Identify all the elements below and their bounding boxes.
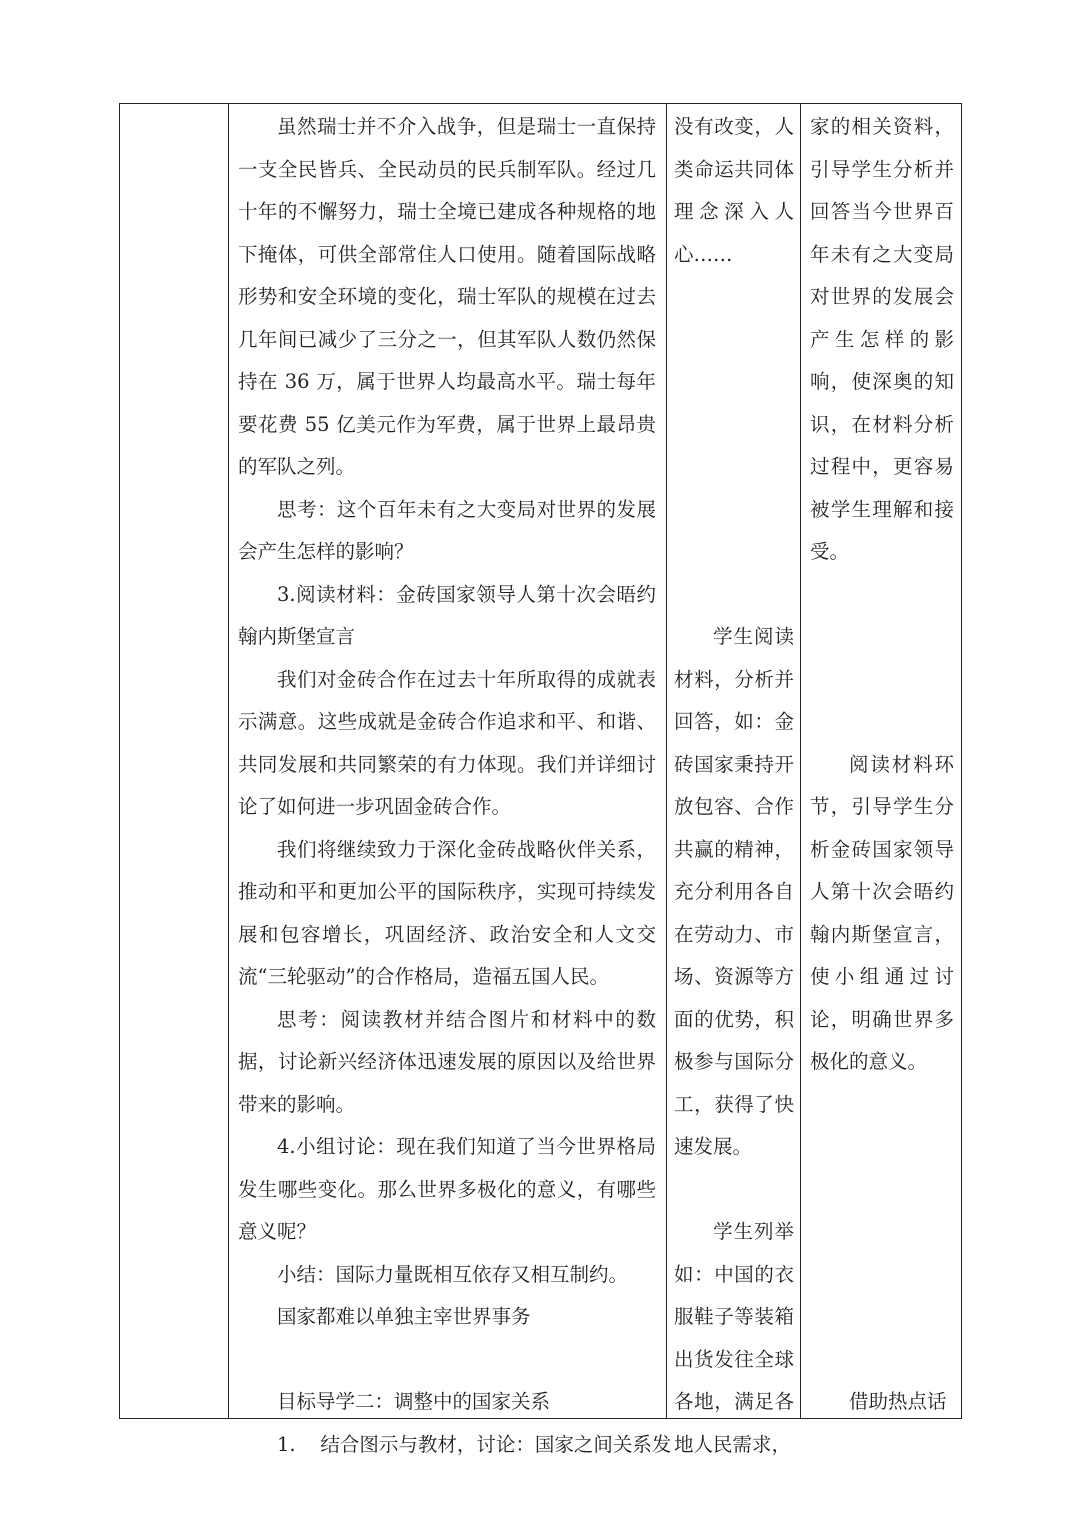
student-text-3: 学生列举如：中国的衣服鞋子等装箱出货发往全球各地，满足各地人民需求，: [674, 1220, 794, 1456]
brics-paragraph-2: 我们将继续致力于深化金砖战略伙伴关系，推动和平和更加公平的国际秩序，实现可持续发展和包容增长，巩固经济、政治安全和人文交流“三轮驱动”的合作格局，造福五国人民。: [238, 837, 656, 988]
student-text-2: 学生阅读材料，分析并回答，如：金砖国家秉持开放包容、合作共赢的精神，充分利用各自在劳动力、市场、资源等方面的优势，积极参与国际分工，获得了快速发展。: [674, 625, 794, 1158]
student-activity-column: [666, 104, 800, 1456]
question-impact: 思考：这个百年未有之大变局对世界的发展会产生怎样的影响？: [238, 497, 656, 563]
intent-text-2: 阅读材料环节，引导学生分析金砖国家领导人第十次会晤约翰内斯堡宣言，使小组通过讨论，明确世界多极化的意义。: [810, 752, 954, 1073]
student-text-1: 没有改变，人类命运共同体理念深入人心……: [674, 115, 794, 266]
stage-column: [120, 104, 228, 1418]
lesson-plan-table: [119, 103, 962, 1456]
summary-continued: 国家都难以单独主宰世界事务: [277, 1305, 531, 1328]
design-intent-column: [800, 104, 962, 1418]
intent-text-1: 家的相关资料，引导学生分析并回答当今世界百年未有之大变局对世界的发展会产生怎样的影响，使深奥的知识，在材料分析过程中，更容易被学生理解和接受。: [810, 115, 954, 563]
intent-text-3: 借助热点话: [849, 1390, 947, 1413]
reading-material-title: 3.阅读材料：金砖国家领导人第十次会晤约翰内斯堡宣言: [238, 582, 656, 648]
group-discussion: 4.小组讨论：现在我们知道了当今世界格局发生哪些变化。那么世界多极化的意义，有哪些意义呢？: [238, 1135, 656, 1243]
brics-paragraph-1: 我们对金砖合作在过去十年所取得的成就表示满意。这些成就是金砖合作追求和平、和谐、共同发展和共同繁荣的有力体现。我们并详细讨论了如何进一步巩固金砖合作。: [238, 667, 656, 818]
question-emerging-economies: 思考：阅读教材并结合图片和材料中的数据，讨论新兴经济体迅速发展的原因以及给世界带来的影响。: [238, 1007, 656, 1116]
goal-two-heading: 目标导学二：调整中的国家关系: [277, 1390, 551, 1413]
swiss-paragraph: 虽然瑞士并不介入战争，但是瑞士一直保持一支全民皆兵、全民动员的民兵制军队。经过几十年的不懈努力，瑞士全境已建成各种规格的地下掩体，可供全部常住人口使用。随着国际战略形势和安全环境的变化，瑞士军队的规模在过去几年间已减少了三分之一，但其军队人数仍然保持在 36 万，属于世界人均最高水平。瑞士每年要花费 55 亿美元作为军费，属于世界上最昂贵的军队之列。: [238, 115, 656, 478]
discussion-item-1: 1. 结合图示与教材，讨论：国家之间关系发: [277, 1432, 672, 1456]
teaching-content-column: [228, 104, 672, 1456]
summary: 小结：国际力量既相互依存又相互制约。: [277, 1262, 629, 1286]
